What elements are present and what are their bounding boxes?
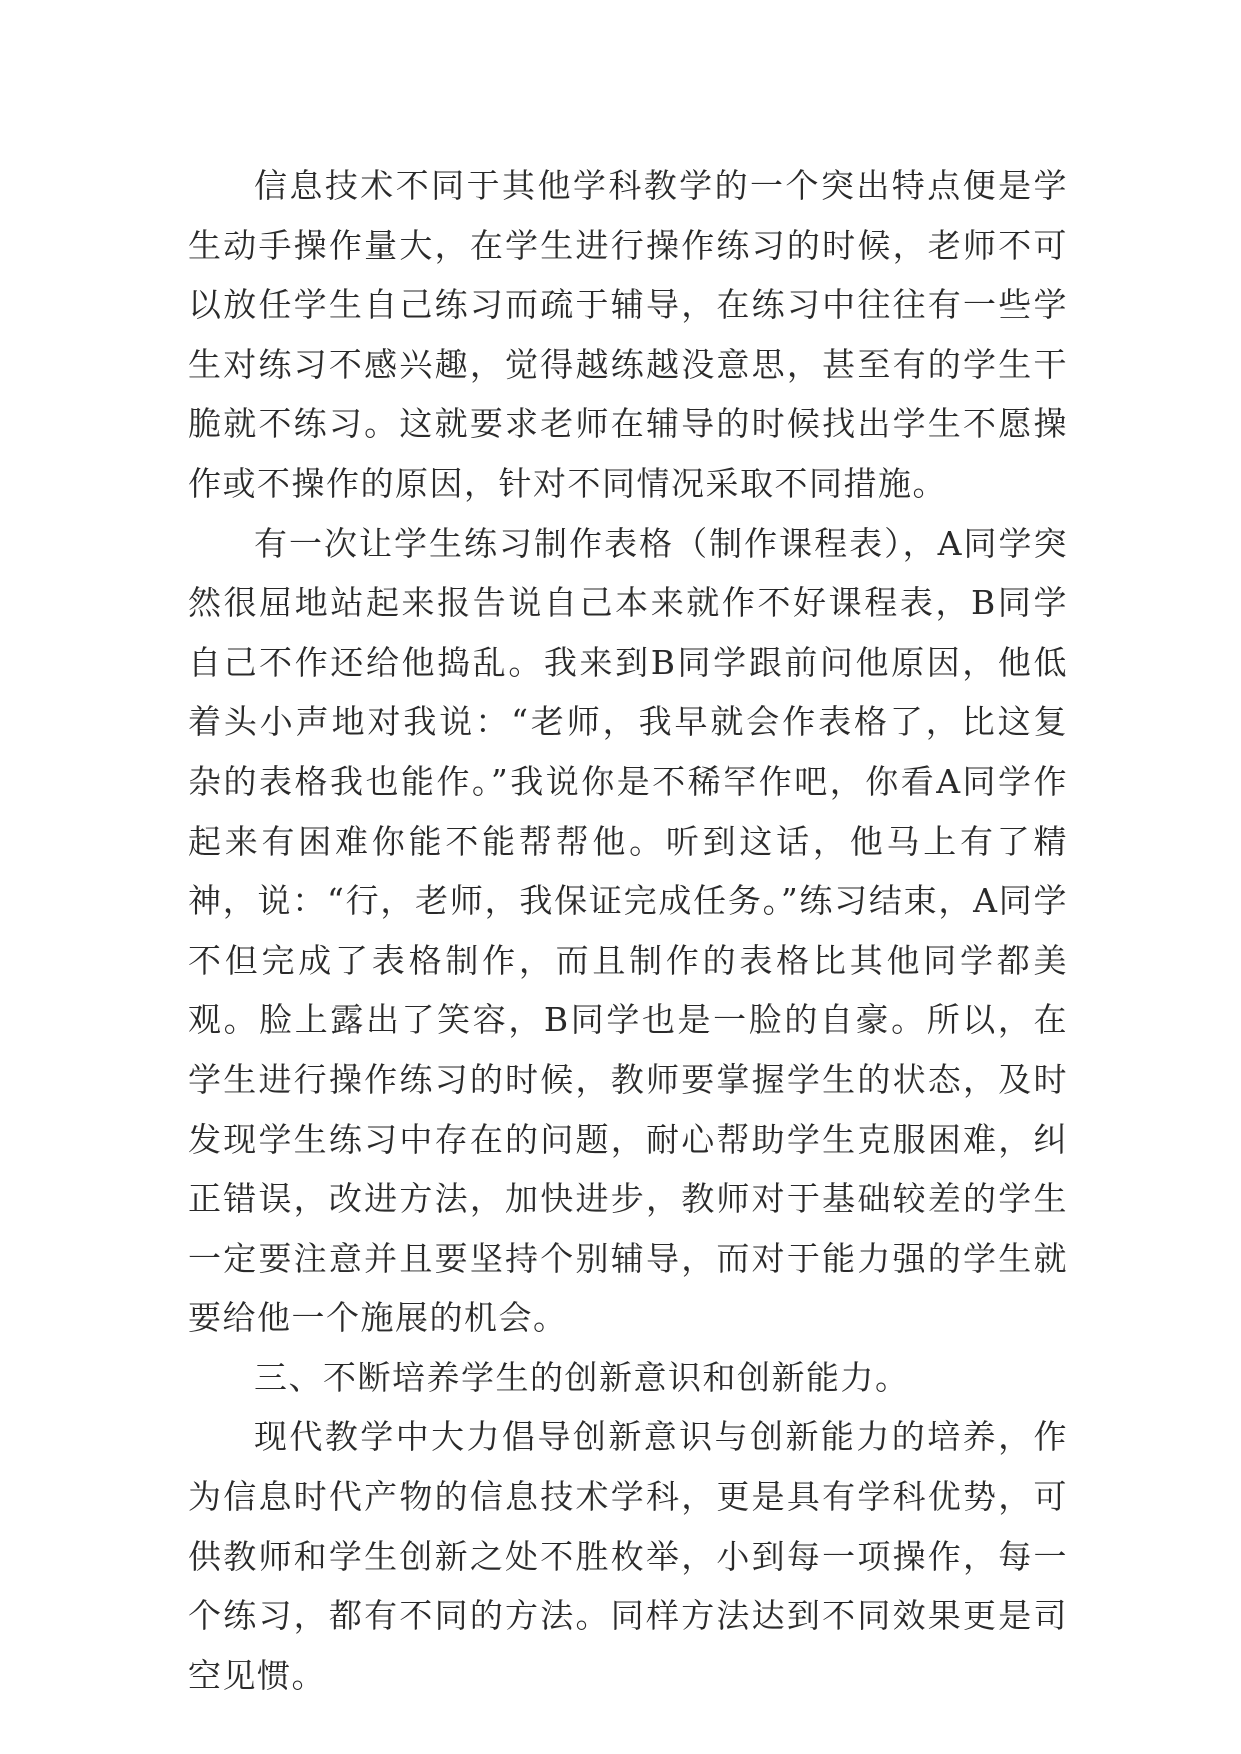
section-heading-innovation: 三、不断培养学生的创新意识和创新能力。 xyxy=(254,1357,910,1397)
paragraph-innovation: 现代教学中大力倡导创新意识与创新能力的培养，作为信息时代产物的信息技术学科，更是具有学科优势，可供教师和学生创新之处不胜枚举，小到每一项操作，每一个练习，都有不同的方法。同样方法达到不同效果更是司空见惯。 xyxy=(188,1417,1068,1695)
paragraph-class-example: 有一次让学生练习制作表格（制作课程表），A同学突然很屈地站起来报告说自己本来就作不好课程表，B同学自己不作还给他捣乱。我来到B同学跟前问他原因，他低着头小声地对我说：“老师，我早就会作表格了，比这复杂的表格我也能作。”我说你是不稀罕作吧，你看A同学作起来有困难你能不能帮帮他。听到这话，他马上有了精神，说：“行，老师，我保证完成任务。”练习结束，A同学不但完成了表格制作，而且制作的表格比其他同学都美观。脸上露出了笑容，B同学也是一脸的自豪。所以，在学生进行操作练习的时候，教师要掌握学生的状态，及时发现学生练习中存在的问题，耐心帮助学生克服困难，纠正错误，改进方法，加快进步，教师对于基础较差的学生一定要注意并且要坚持个别辅导，而对于能力强的学生就要给他一个施展的机会。 xyxy=(188,523,1068,1338)
paragraph-teaching-practice: 信息技术不同于其他学科教学的一个突出特点便是学生动手操作量大，在学生进行操作练习的时候，老师不可以放任学生自己练习而疏于辅导，在练习中往往有一些学生对练习不感兴趣，觉得越练越没意思，甚至有的学生干脆就不练习。这就要求老师在辅导的时候找出学生不愿操作或不操作的原因，针对不同情况采取不同措施。 xyxy=(188,166,1068,503)
document-body xyxy=(188,156,1068,1705)
